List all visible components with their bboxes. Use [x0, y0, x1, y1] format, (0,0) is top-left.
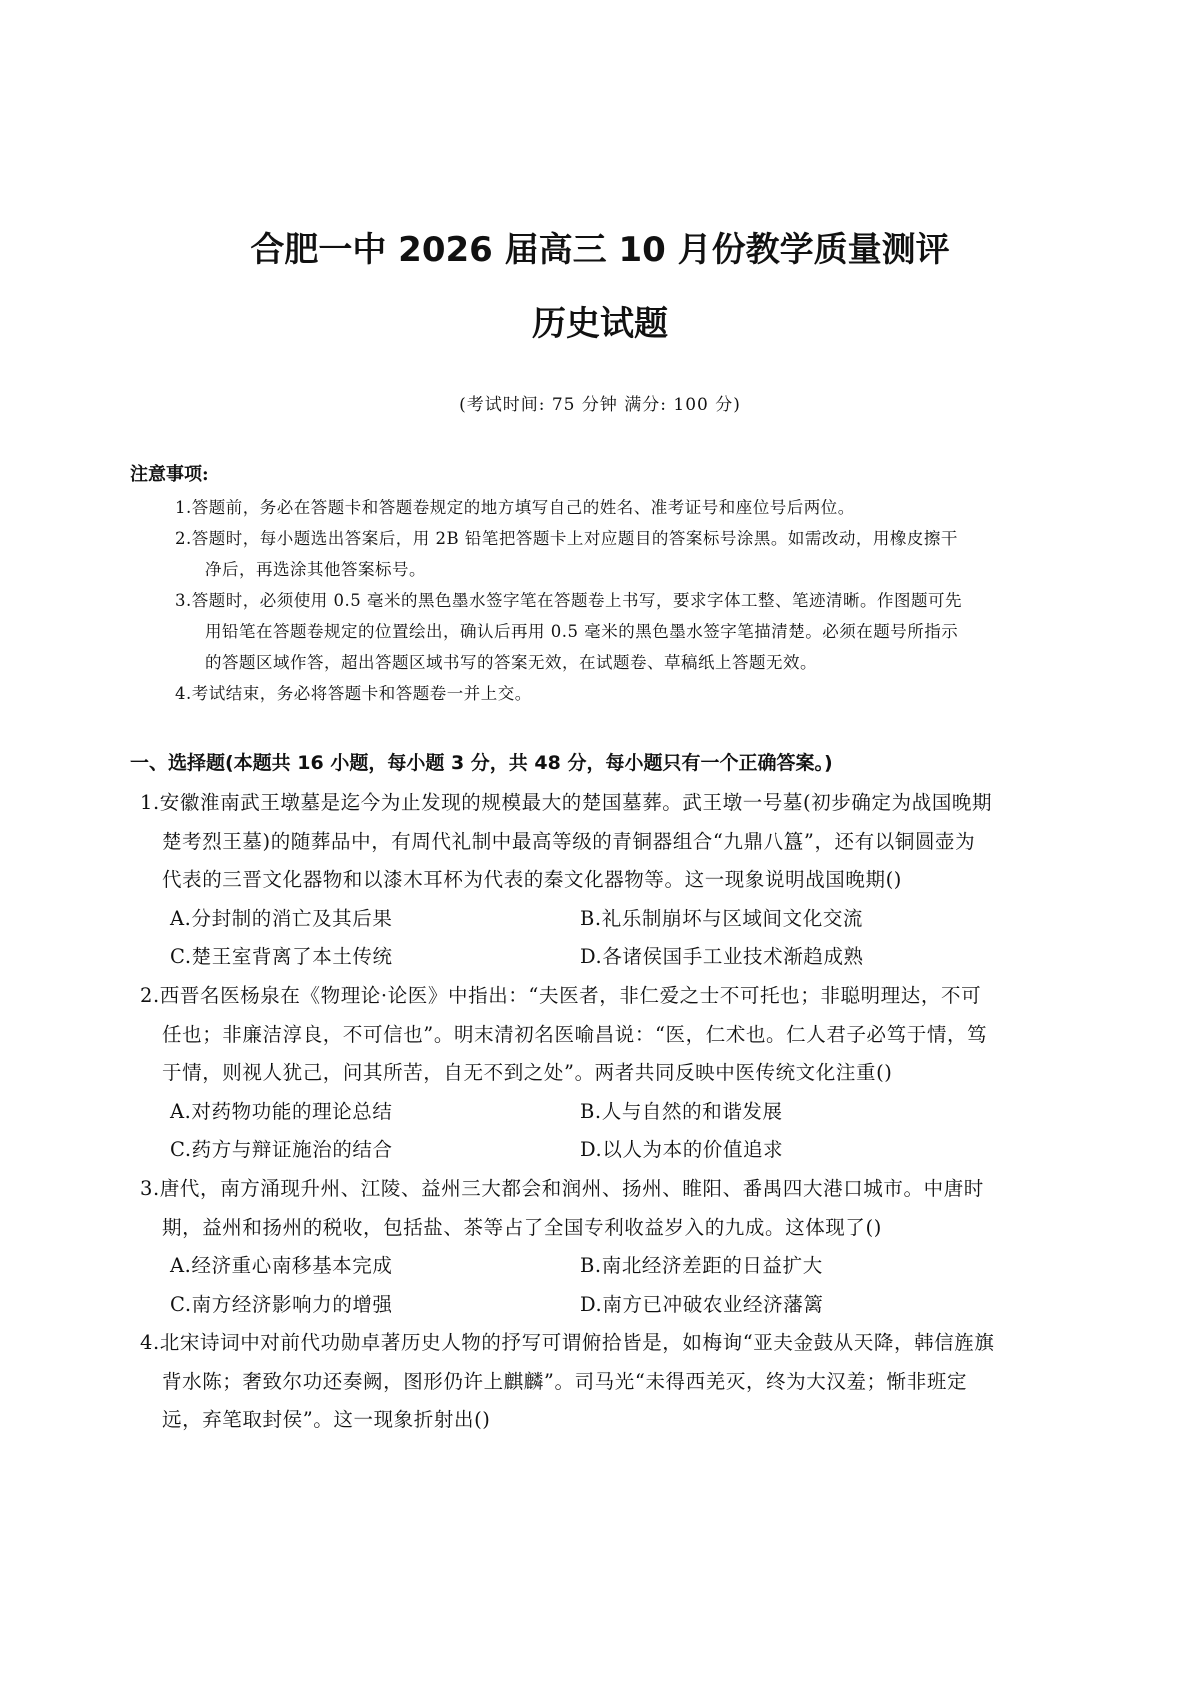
- option-c: C.药方与辩证施治的结合: [170, 1138, 393, 1161]
- exam-info: (考试时间: 75 分钟 满分: 100 分): [459, 395, 741, 415]
- option-c: C.楚王室背离了本土传统: [170, 945, 393, 968]
- question-text: 远，弃笔取封侯”。这一现象折射出(): [162, 1408, 491, 1431]
- question-text: 代表的三晋文化器物和以漆木耳杯为代表的秦文化器物等。这一现象说明战国晚期(): [162, 868, 903, 891]
- question-4: [140, 1324, 1080, 1440]
- option-d: D.各诸侯国手工业技术渐趋成熟: [580, 945, 864, 968]
- option-b: B.礼乐制崩坏与区域间文化交流: [580, 906, 864, 930]
- notice-item: 用铅笔在答题卷规定的位置绘出，确认后再用 0.5 毫米的黑色墨水签字笔描清楚。必须在题号所指示: [205, 622, 959, 641]
- notice-item: 4.考试结束，务必将答题卡和答题卷一并上交。: [175, 684, 532, 703]
- options: [140, 900, 1080, 977]
- option-c: C.南方经济影响力的增强: [170, 1292, 393, 1316]
- question-3: [140, 1170, 1080, 1324]
- section-heading: 一、选择题(本题共 16 小题，每小题 3 分，共 48 分，每小题只有一个正确答案。): [130, 752, 833, 774]
- question-text: 2.西晋名医杨泉在《物理论·论医》中指出：“夫医者，非仁爱之士不可托也；非聪明理达，不可: [140, 984, 982, 1007]
- option-b: B.南北经济差距的日益扩大: [580, 1254, 823, 1277]
- question-text: 3.唐代，南方涌现升州、江陵、益州三大都会和润州、扬州、睢阳、番禺四大港口城市。中唐时: [140, 1177, 984, 1200]
- question-text: 1.安徽淮南武王墩墓是迄今为止发现的规模最大的楚国墓葬。武王墩一号墓(初步确定为战国晚期: [140, 791, 993, 814]
- notice-heading: 注意事项:: [130, 464, 209, 485]
- notice-list: [175, 492, 1075, 709]
- option-d: D.南方已冲破农业经济藩篱: [580, 1292, 824, 1316]
- page-title: 合肥一中 2026 届高三 10 月份教学质量测评: [250, 230, 950, 270]
- option-d: D.以人为本的价值追求: [580, 1138, 784, 1161]
- options: [140, 1093, 1080, 1170]
- option-a: A.对药物功能的理论总结: [170, 1099, 393, 1123]
- question-text: 背水陈；奢致尔功还奏阙，图形仍许上麒麟”。司马光“未得西羌灭，终为大汉羞；惭非班定: [162, 1369, 968, 1393]
- question-text: 楚考烈王墓)的随葬品中，有周代礼制中最高等级的青铜器组合“九鼎八簋”，还有以铜圆壶为: [162, 829, 976, 853]
- question-2: [140, 977, 1080, 1170]
- notice-item: 1.答题前，务必在答题卡和答题卷规定的地方填写自己的姓名、准考证号和座位号后两位。: [175, 498, 855, 517]
- notice-item: 2.答题时，每小题选出答案后，用 2B 铅笔把答题卡上对应题目的答案标号涂黑。如需改动，用橡皮擦干: [175, 529, 958, 548]
- notice-item: 净后，再选涂其他答案标号。: [205, 560, 426, 579]
- question-text: 任也；非廉洁淳良，不可信也”。明末清初名医喻昌说：“医，仁术也。仁人君子必笃于情，笃: [162, 1022, 988, 1046]
- notice-item: 3.答题时，必须使用 0.5 毫米的黑色墨水签字笔在答题卷上书写，要求字体工整、笔迹清晰。作图题可先: [175, 591, 962, 610]
- option-a: A.经济重心南移基本完成: [170, 1254, 393, 1277]
- option-a: A.分封制的消亡及其后果: [170, 906, 393, 930]
- options: [140, 1247, 1080, 1324]
- notice-item: 的答题区域作答，超出答题区域书写的答案无效，在试题卷、草稿纸上答题无效。: [205, 653, 817, 672]
- question-1: [140, 784, 1080, 977]
- question-text: 期，益州和扬州的税收，包括盐、茶等占了全国专利收益岁入的九成。这体现了(): [162, 1215, 882, 1239]
- option-b: B.人与自然的和谐发展: [580, 1099, 783, 1123]
- question-text: 4.北宋诗词中对前代功勋卓著历史人物的抒写可谓俯拾皆是，如梅询“亚夫金鼓从天降，韩信旌旗: [140, 1331, 995, 1354]
- subject-title: 历史试题: [532, 304, 668, 344]
- question-text: 于情，则视人犹己，问其所苦，自无不到之处”。两者共同反映中医传统文化注重(): [162, 1061, 893, 1084]
